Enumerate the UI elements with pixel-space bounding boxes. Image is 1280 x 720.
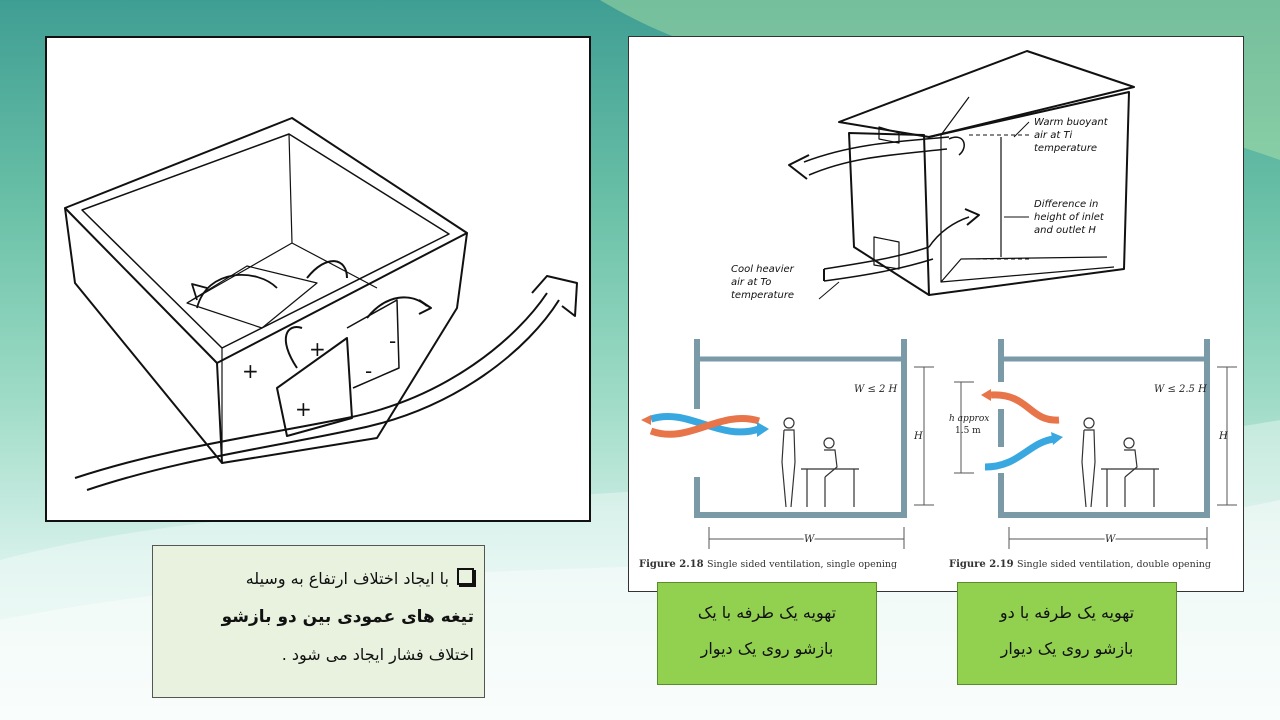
fig-b-ratio: W ≤ 2.5 H bbox=[1154, 384, 1207, 395]
annotation-cool-1: Cool heavier bbox=[731, 264, 794, 275]
fig-b-caption-num: Figure 2.19 bbox=[949, 559, 1014, 570]
label-double-line-2: بازشو روی یک دیوار bbox=[1000, 639, 1134, 658]
label-double-line-1: تهویه یک طرفه با دو bbox=[999, 603, 1135, 622]
fig-a-w: W bbox=[804, 534, 815, 545]
fig-a-caption-text: Single sided ventilation, single opening bbox=[707, 559, 898, 570]
annotation-diff-3: and outlet H bbox=[1034, 225, 1096, 236]
sign-minus-2: - bbox=[365, 359, 373, 383]
annotation-diff-1: Difference in bbox=[1034, 199, 1099, 210]
fig-a-caption-num: Figure 2.18 bbox=[639, 559, 704, 570]
description-line-1 bbox=[165, 560, 474, 598]
ventilation-diagrams-svg bbox=[629, 37, 1243, 591]
figure-2-18 bbox=[641, 339, 934, 549]
annotation-cool-3: temperature bbox=[731, 290, 795, 301]
sign-plus-2: + bbox=[309, 337, 326, 361]
sign-plus-3: + bbox=[295, 397, 312, 421]
label-single-opening bbox=[657, 582, 877, 685]
annotation-diff-2: height of inlet bbox=[1034, 212, 1104, 223]
fig-b-h-approx-1: h approx bbox=[949, 414, 990, 424]
description-text-1: با ایجاد اختلاف ارتفاع به وسیله bbox=[245, 569, 449, 588]
fig-b-h-approx-2: 1.5 m bbox=[955, 426, 981, 436]
sign-minus-1: - bbox=[389, 329, 397, 353]
description-line-3: اختلاف فشار ایجاد می شود . bbox=[281, 645, 474, 664]
fig-b-caption-text: Single sided ventilation, double opening bbox=[1017, 559, 1212, 570]
figure-2-19 bbox=[949, 339, 1237, 549]
fig-b-h: H bbox=[1219, 431, 1228, 442]
label-single-line-1: تهویه یک طرفه با یک bbox=[697, 603, 837, 622]
annotation-warm-2: air at Ti bbox=[1034, 130, 1073, 141]
description-box bbox=[152, 545, 485, 698]
annotation-cool-2: air at To bbox=[731, 277, 772, 288]
fig-a-ratio: W ≤ 2 H bbox=[854, 384, 898, 395]
checkbox-bullet-icon bbox=[457, 568, 474, 585]
fin-ventilation-sketch bbox=[45, 36, 591, 522]
annotation-warm-3: temperature bbox=[1034, 143, 1098, 154]
label-single-line-2: بازشو روی یک دیوار bbox=[700, 639, 834, 658]
label-double-opening bbox=[957, 582, 1177, 685]
ventilation-diagrams bbox=[628, 36, 1244, 592]
annotation-warm-1: Warm buoyant bbox=[1034, 117, 1108, 128]
description-line-2: تیغه های عمودی بین دو بازشو bbox=[221, 607, 474, 627]
sign-plus-1: + bbox=[242, 359, 259, 383]
fig-b-w: W bbox=[1105, 534, 1116, 545]
fig-a-h: H bbox=[914, 431, 923, 442]
fin-sketch-svg bbox=[47, 38, 589, 520]
